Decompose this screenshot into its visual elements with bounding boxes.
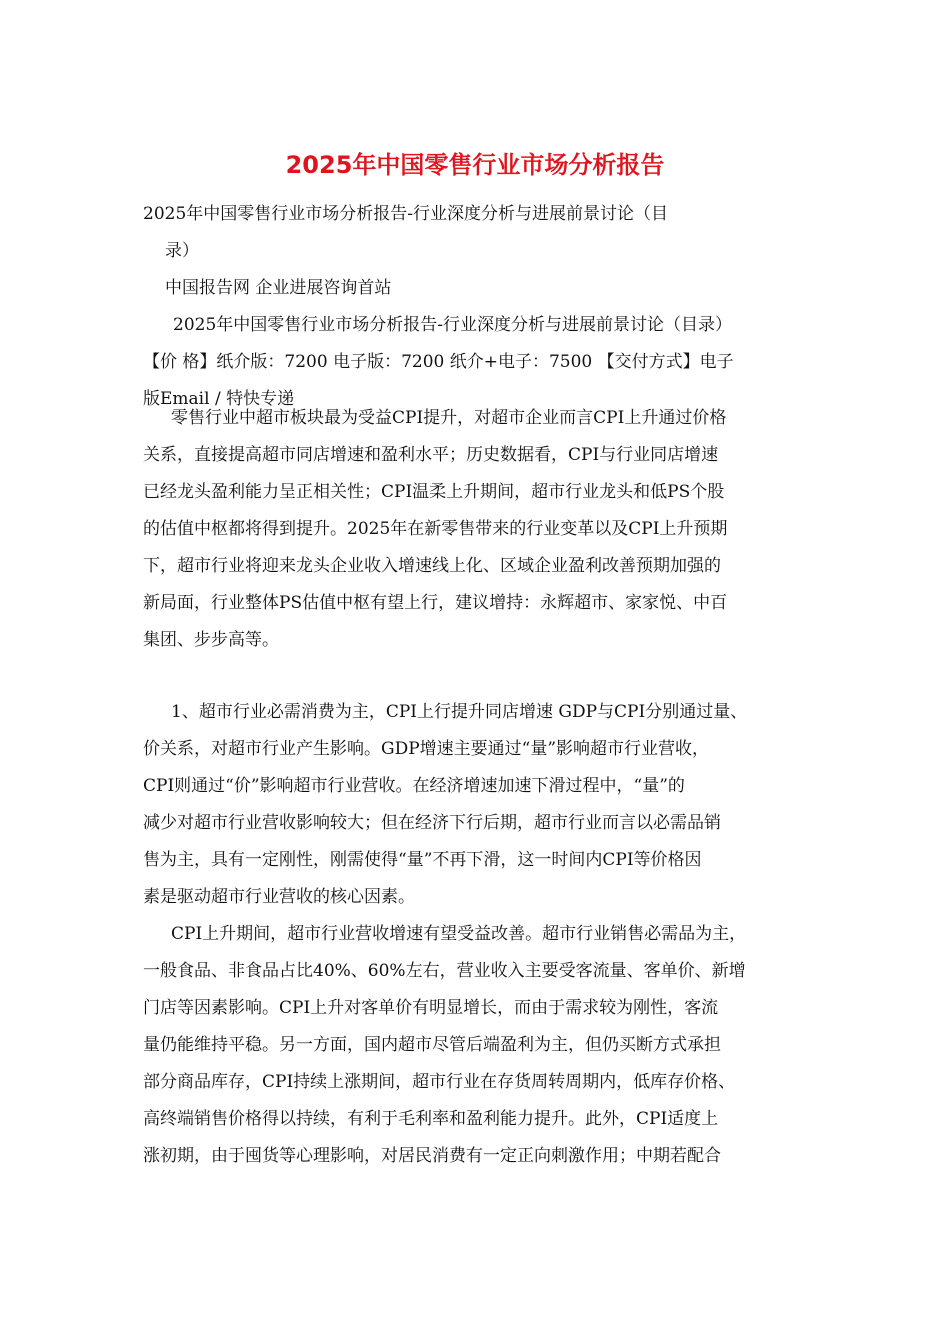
paragraph-line: 价关系，对超市行业产生影响。GDP增速主要通过“量”影响超市行业营收， [143,739,710,759]
subtitle-line: 2025年中国零售行业市场分析报告-行业深度分析与进展前景讨论（目录） [173,315,733,335]
paragraph-line: CPI上升期间，超市行业营收增速有望受益改善。超市行业销售必需品为主， [171,924,747,944]
paragraph-line: 减少对超市行业营收影响较大；但在经济下行后期，超市行业而言以必需品销 [143,813,721,833]
paragraph-line: 量仍能维持平稳。另一方面，国内超市尽管后端盈利为主，但仍买断方式承担 [143,1035,721,1055]
paragraph-2 [143,694,815,916]
header-block [143,196,815,418]
paragraph-line: 高终端销售价格得以持续，有利于毛利率和盈利能力提升。此外，CPI适度上 [143,1109,719,1129]
paragraph-3 [143,916,815,1175]
source-line: 中国报告网 企业进展咨询首站 [165,278,392,298]
header-line: 录） [165,241,199,261]
price-line: 【价 格】纸介版：7200 电子版：7200 纸介+电子：7500 【交付方式】电子 [143,352,734,372]
paragraph-line: CPI则通过“价”影响超市行业营收。在经济增速加速下滑过程中，“量”的 [143,776,685,796]
paragraph-line: 已经龙头盈利能力呈正相关性；CPI温柔上升期间，超市行业龙头和低PS个股 [143,482,725,502]
paragraph-line: 1、超市行业必需消费为主，CPI上行提升同店增速 GDP与CPI分别通过量、 [171,702,748,722]
paragraph-line: 新局面，行业整体PS估值中枢有望上行，建议增持：永辉超市、家家悦、中百 [143,593,728,613]
paragraph-1 [143,400,815,659]
paragraph-line: 涨初期，由于囤货等心理影响，对居民消费有一定正向刺激作用；中期若配合 [143,1146,721,1166]
delivery-line: 版Email / 特快专递 [143,389,295,409]
paragraph-line: 集团、步步高等。 [143,630,279,650]
paragraph-line: 的估值中枢都将得到提升。2025年在新零售带来的行业变革以及CPI上升预期 [143,519,728,539]
paragraph-line: 关系，直接提高超市同店增速和盈利水平；历史数据看，CPI与行业同店增速 [143,445,719,465]
paragraph-line: 门店等因素影响。CPI上升对客单价有明显增长，而由于需求较为刚性，客流 [143,998,719,1018]
paragraph-line: 下，超市行业将迎来龙头企业收入增速线上化、区域企业盈利改善预期加强的 [143,556,721,576]
paragraph-line: 零售行业中超市板块最为受益CPI提升，对超市企业而言CPI上升通过价格 [171,408,727,428]
paragraph-line: 售为主，具有一定刚性，刚需使得“量”不再下滑，这一时间内CPI等价格因 [143,850,702,870]
header-line: 2025年中国零售行业市场分析报告-行业深度分析与进展前景讨论（目 [143,204,669,224]
paragraph-line: 素是驱动超市行业营收的核心因素。 [143,887,415,907]
document-title: 2025年中国零售行业市场分析报告 [285,151,665,179]
paragraph-line: 部分商品库存，CPI持续上涨期间，超市行业在存货周转周期内，低库存价格、 [143,1072,736,1092]
paragraph-line: 一般食品、非食品占比40%、60%左右，营业收入主要受客流量、客单价、新增 [143,961,746,981]
